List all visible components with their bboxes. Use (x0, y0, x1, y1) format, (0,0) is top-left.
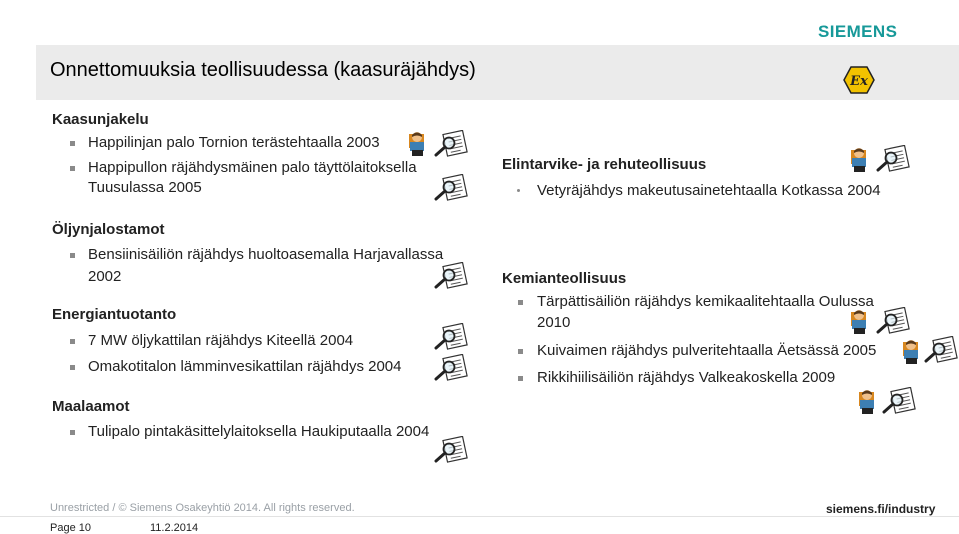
list-item: 2010 (537, 314, 571, 331)
heading-elintarvike: Elintarvike- ja rehuteollisuus (502, 156, 707, 173)
person-reading-icon (900, 339, 922, 365)
ex-warning-icon (843, 66, 875, 94)
magnifier-document-icon[interactable] (434, 354, 468, 382)
heading-maalaamot: Maalaamot (52, 398, 130, 415)
list-item: Vetyräjähdys makeutusainetehtaalla Kotkassa 2004 (537, 182, 881, 199)
person-reading-icon (406, 131, 428, 157)
heading-oljynjalostamot: Öljynjalostamot (52, 221, 165, 238)
bullet (518, 300, 523, 305)
bullet (70, 365, 75, 370)
list-item: 7 MW öljykattilan räjähdys Kiteellä 2004 (88, 332, 354, 349)
heading-energiantuotanto: Energiantuotanto (52, 306, 177, 323)
bullet (517, 189, 520, 192)
copyright-text: Unrestricted / © Siemens Osakeyhtiö 2014. All rights reserved. (50, 502, 355, 514)
magnifier-document-icon[interactable] (876, 145, 910, 173)
bullet (70, 430, 75, 435)
list-item: Omakotitalon lämminvesikattilan räjähdys 2004 (88, 358, 402, 375)
page-title: Onnettomuuksia teollisuudessa (kaasuräjähdys) (50, 59, 476, 81)
magnifier-document-icon[interactable] (882, 387, 916, 415)
list-item: 2002 (88, 268, 122, 285)
ex-symbol: Ex (850, 74, 868, 89)
bullet (70, 339, 75, 344)
page-number: Page 10 (50, 522, 91, 534)
bullet (70, 166, 75, 171)
siemens-logo: SIEMENS (818, 22, 898, 41)
list-item: Bensiinisäiliön räjähdys huoltoasemalla Harjavallassa (88, 246, 444, 263)
list-item: Happipullon räjähdysmäinen palo täyttölaitoksella (88, 159, 417, 176)
list-item: Tuusulassa 2005 (88, 179, 202, 196)
list-item: Tärpättisäiliön räjähdys kemikaalitehtaalla Oulussa (537, 293, 874, 310)
magnifier-document-icon[interactable] (434, 323, 468, 351)
person-reading-icon (848, 147, 870, 173)
magnifier-document-icon[interactable] (876, 307, 910, 335)
magnifier-document-icon[interactable] (924, 336, 958, 364)
footer-date: 11.2.2014 (150, 522, 199, 534)
bullet (518, 376, 523, 381)
magnifier-document-icon[interactable] (434, 130, 468, 158)
bullet (70, 141, 75, 146)
heading-kemianteollisuus: Kemianteollisuus (502, 270, 627, 287)
person-reading-icon (856, 389, 878, 415)
list-item: Kuivaimen räjähdys pulveritehtaalla Äetsässä 2005 (537, 342, 877, 359)
person-reading-icon (848, 309, 870, 335)
list-item: Rikkihiilisäiliön räjähdys Valkeakoskella 2009 (537, 369, 836, 386)
magnifier-document-icon[interactable] (434, 436, 468, 464)
bullet (518, 349, 523, 354)
footer-divider (0, 516, 959, 517)
heading-kaasunjakelu: Kaasunjakelu (52, 111, 149, 128)
list-item: Happilinjan palo Tornion terästehtaalla 2003 (88, 134, 380, 151)
magnifier-document-icon[interactable] (434, 174, 468, 202)
footer-url[interactable]: siemens.fi/industry (826, 502, 936, 516)
bullet (70, 253, 75, 258)
list-item: Tulipalo pintakäsittelylaitoksella Haukiputaalla 2004 (88, 423, 430, 440)
magnifier-document-icon[interactable] (434, 262, 468, 290)
